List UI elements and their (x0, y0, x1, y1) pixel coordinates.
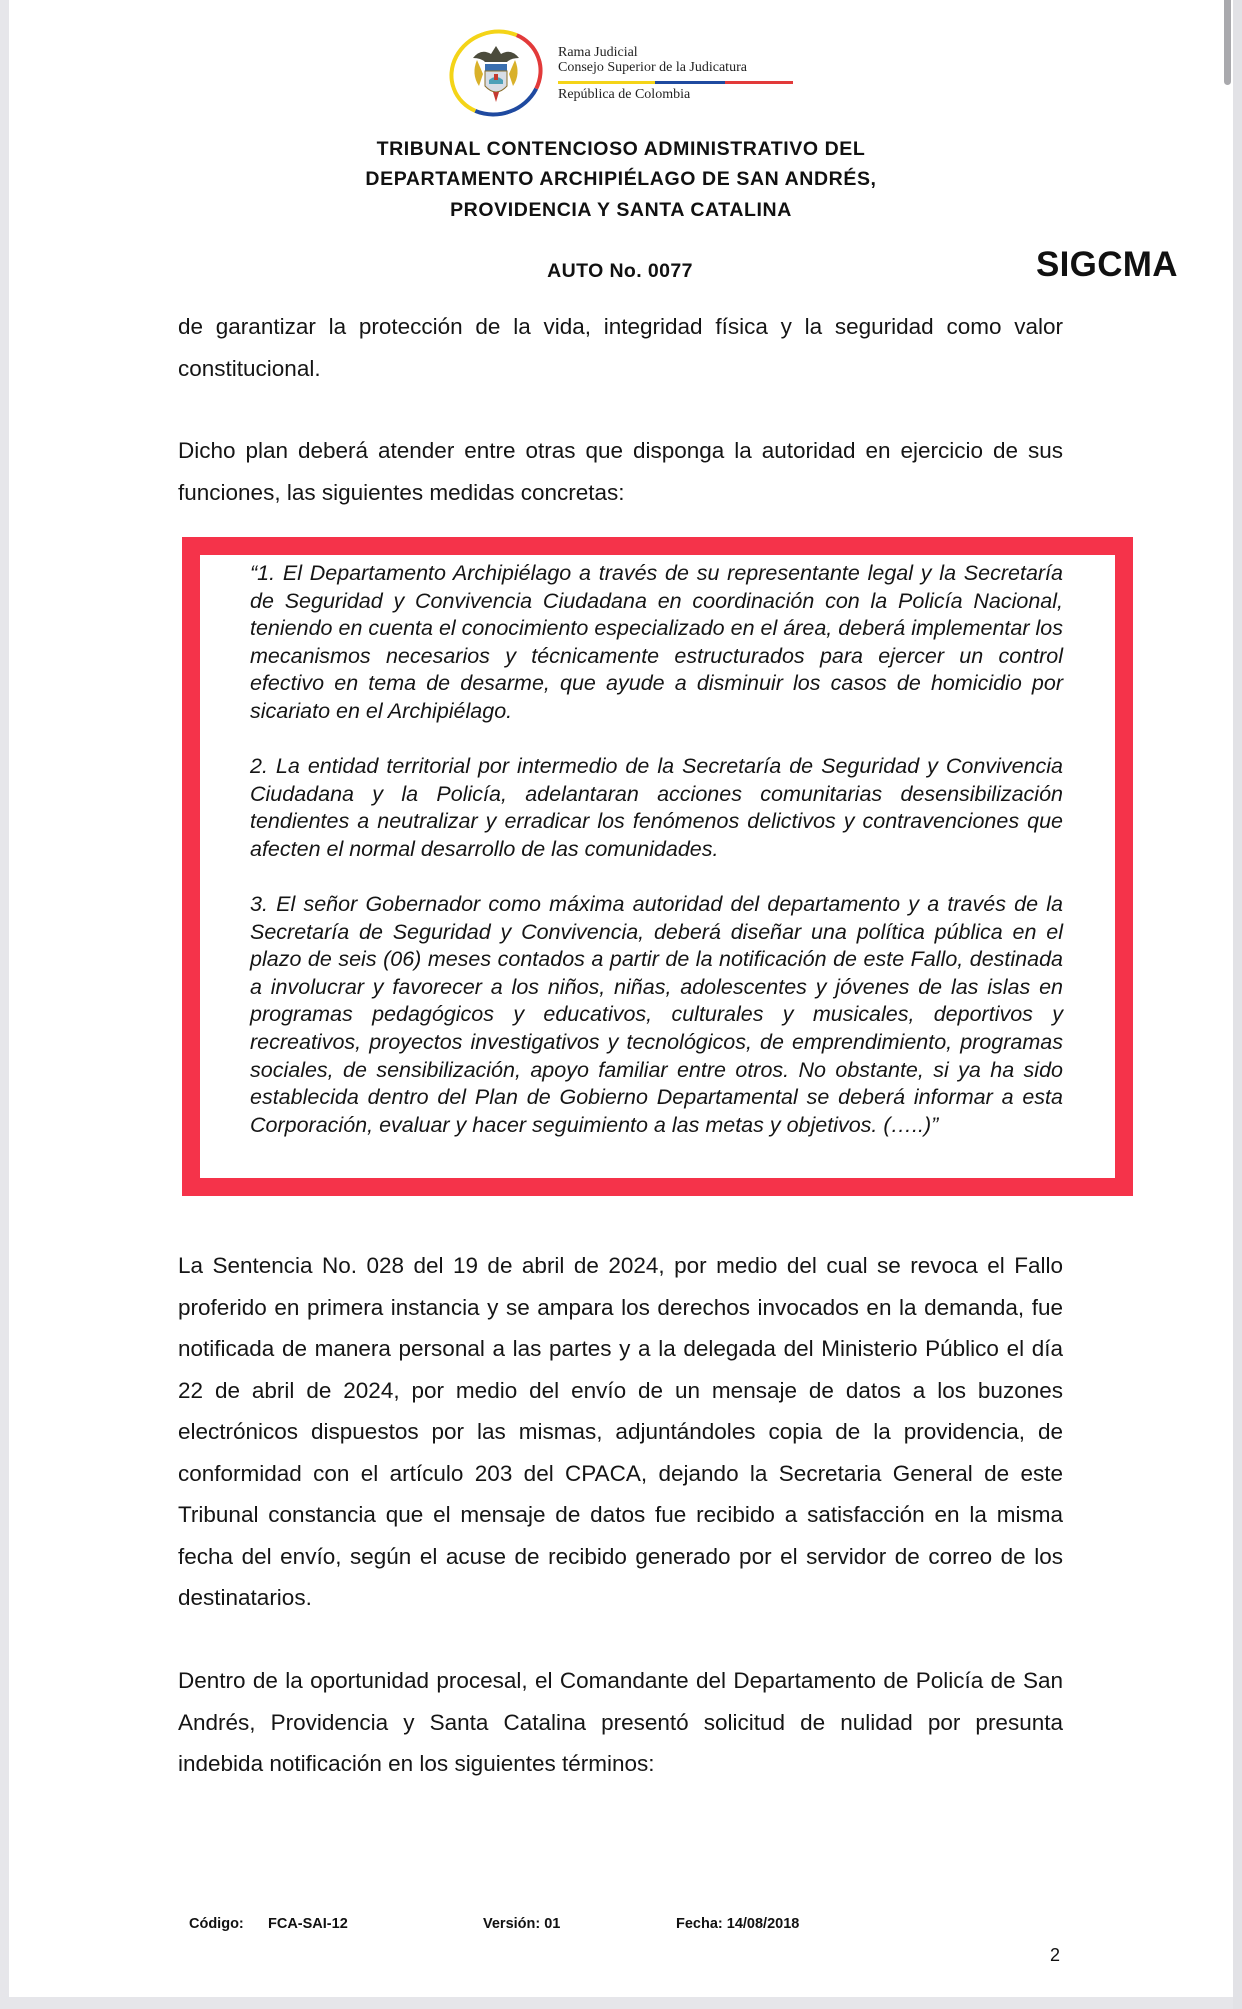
logo-line-consejo: Consejo Superior de la Judicatura (558, 60, 747, 75)
quote-item-2: 2. La entidad territorial por intermedio de la Secretaría de Seguridad y Convivencia Ciudadana y la Policía, adelantaran acciones comunitarias desensibilización tendientes a neutralizar y erradicar los fenómenos delictivos y contravenciones que afecten el normal desarrollo de las comunidades. (250, 754, 1063, 861)
colombia-coat-of-arms-icon (467, 44, 525, 104)
logo-stripe-blue (655, 81, 725, 84)
footer-code-label: Código: (189, 1916, 244, 1932)
footer-code-value: FCA-SAI-12 (268, 1916, 348, 1932)
footer-version: Versión: 01 (483, 1916, 561, 1932)
paragraph-nulidad: Dentro de la oportunidad procesal, el Comandante del Departamento de Policía de San Andrés, Providencia y Santa Catalina presentó solicitud de nulidad por presunta indebida notificación en los siguientes términos: (178, 1668, 1063, 1776)
sigcma-label: SIGCMA (1036, 245, 1178, 284)
quote-item-3: 3. El señor Gobernador como máxima autoridad del departamento y a través de la Secretaría de Seguridad y Convivencia, deberá diseñar una política pública en el plazo de seis (06) meses contados a partir de la notificación de este Fallo, destinada a involucrar y favorecer a los niños, niñas, adolescentes y jóvenes de las islas en programas pedagógicos y educativos, culturales y musicales, deportivos y recreativos, proyectos investigativos y tecnológicos, de emprendimiento, programas sociales, de sensibilización, apoyo familiar entre otros. No obstante, si ya ha sido establecida dentro del Plan de Gobierno Departamental se deberá informar a esta Corporación, evaluar y hacer seguimiento a las metas y objetivos. (…..)” (250, 892, 1063, 1137)
paragraph-continuation (178, 306, 1063, 389)
court-title-line-2: DEPARTAMENTO ARCHIPIÉLAGO DE SAN ANDRÉS, (365, 168, 877, 190)
paragraph-dicho-plan: Dicho plan deberá atender entre otras que disponga la autoridad en ejercicio de sus funciones, las siguientes medidas concretas: (178, 438, 1063, 505)
logo-line-republica: República de Colombia (558, 87, 691, 102)
scrollbar-thumb[interactable] (1224, 0, 1231, 85)
court-title-line-3: PROVIDENCIA Y SANTA CATALINA (450, 199, 792, 221)
footer-date: Fecha: 14/08/2018 (676, 1916, 800, 1932)
scrollbar-track[interactable] (1233, 0, 1242, 2009)
paragraph-sentencia: La Sentencia No. 028 del 19 de abril de 2024, por medio del cual se revoca el Fallo proferido en primera instancia y se ampara los derechos invocados en la demanda, fue notificada de manera personal a las partes y a la delegada del Ministerio Público el día 22 de abril de 2024, por medio del envío de un mensaje de datos a los buzones electrónicos dispuestos por las mismas, adjuntándoles copia de la providencia, de conformidad con el artículo 203 del CPACA, dejando la Secretaria General de este Tribunal constancia que el mensaje de datos fue recibido a satisfacción en la misma fecha del envío, según el acuse de recibido generado por el servidor de correo de los destinatarios. (178, 1253, 1063, 1610)
page-number: 2 (1050, 1945, 1061, 1965)
quote-item-1: “1. El Departamento Archipiélago a través de su representante legal y la Secretaría de Seguridad y Convivencia Ciudadana en coordinación con la Policía Nacional, teniendo en cuenta el conocimiento especializado en el área, deberá implementar los mecanismos necesarios y técnicamente estructurados para ejercer un control efectivo en tema de desarme, que ayude a disminuir los casos de homicidio por sicariato en el Archipiélago. (250, 561, 1063, 723)
court-title-line-1: TRIBUNAL CONTENCIOSO ADMINISTRATIVO DEL (376, 138, 866, 160)
paragraph-line: de garantizar la protección de la vida, integridad física y la seguridad como valor (178, 314, 1063, 339)
logo-stripe-red (725, 81, 793, 84)
auto-number: AUTO No. 0077 (547, 260, 693, 282)
paragraph-line: constitucional. (178, 355, 321, 381)
logo-line-rama-judicial: Rama Judicial (558, 45, 638, 60)
logo-stripe-yellow (558, 81, 655, 84)
